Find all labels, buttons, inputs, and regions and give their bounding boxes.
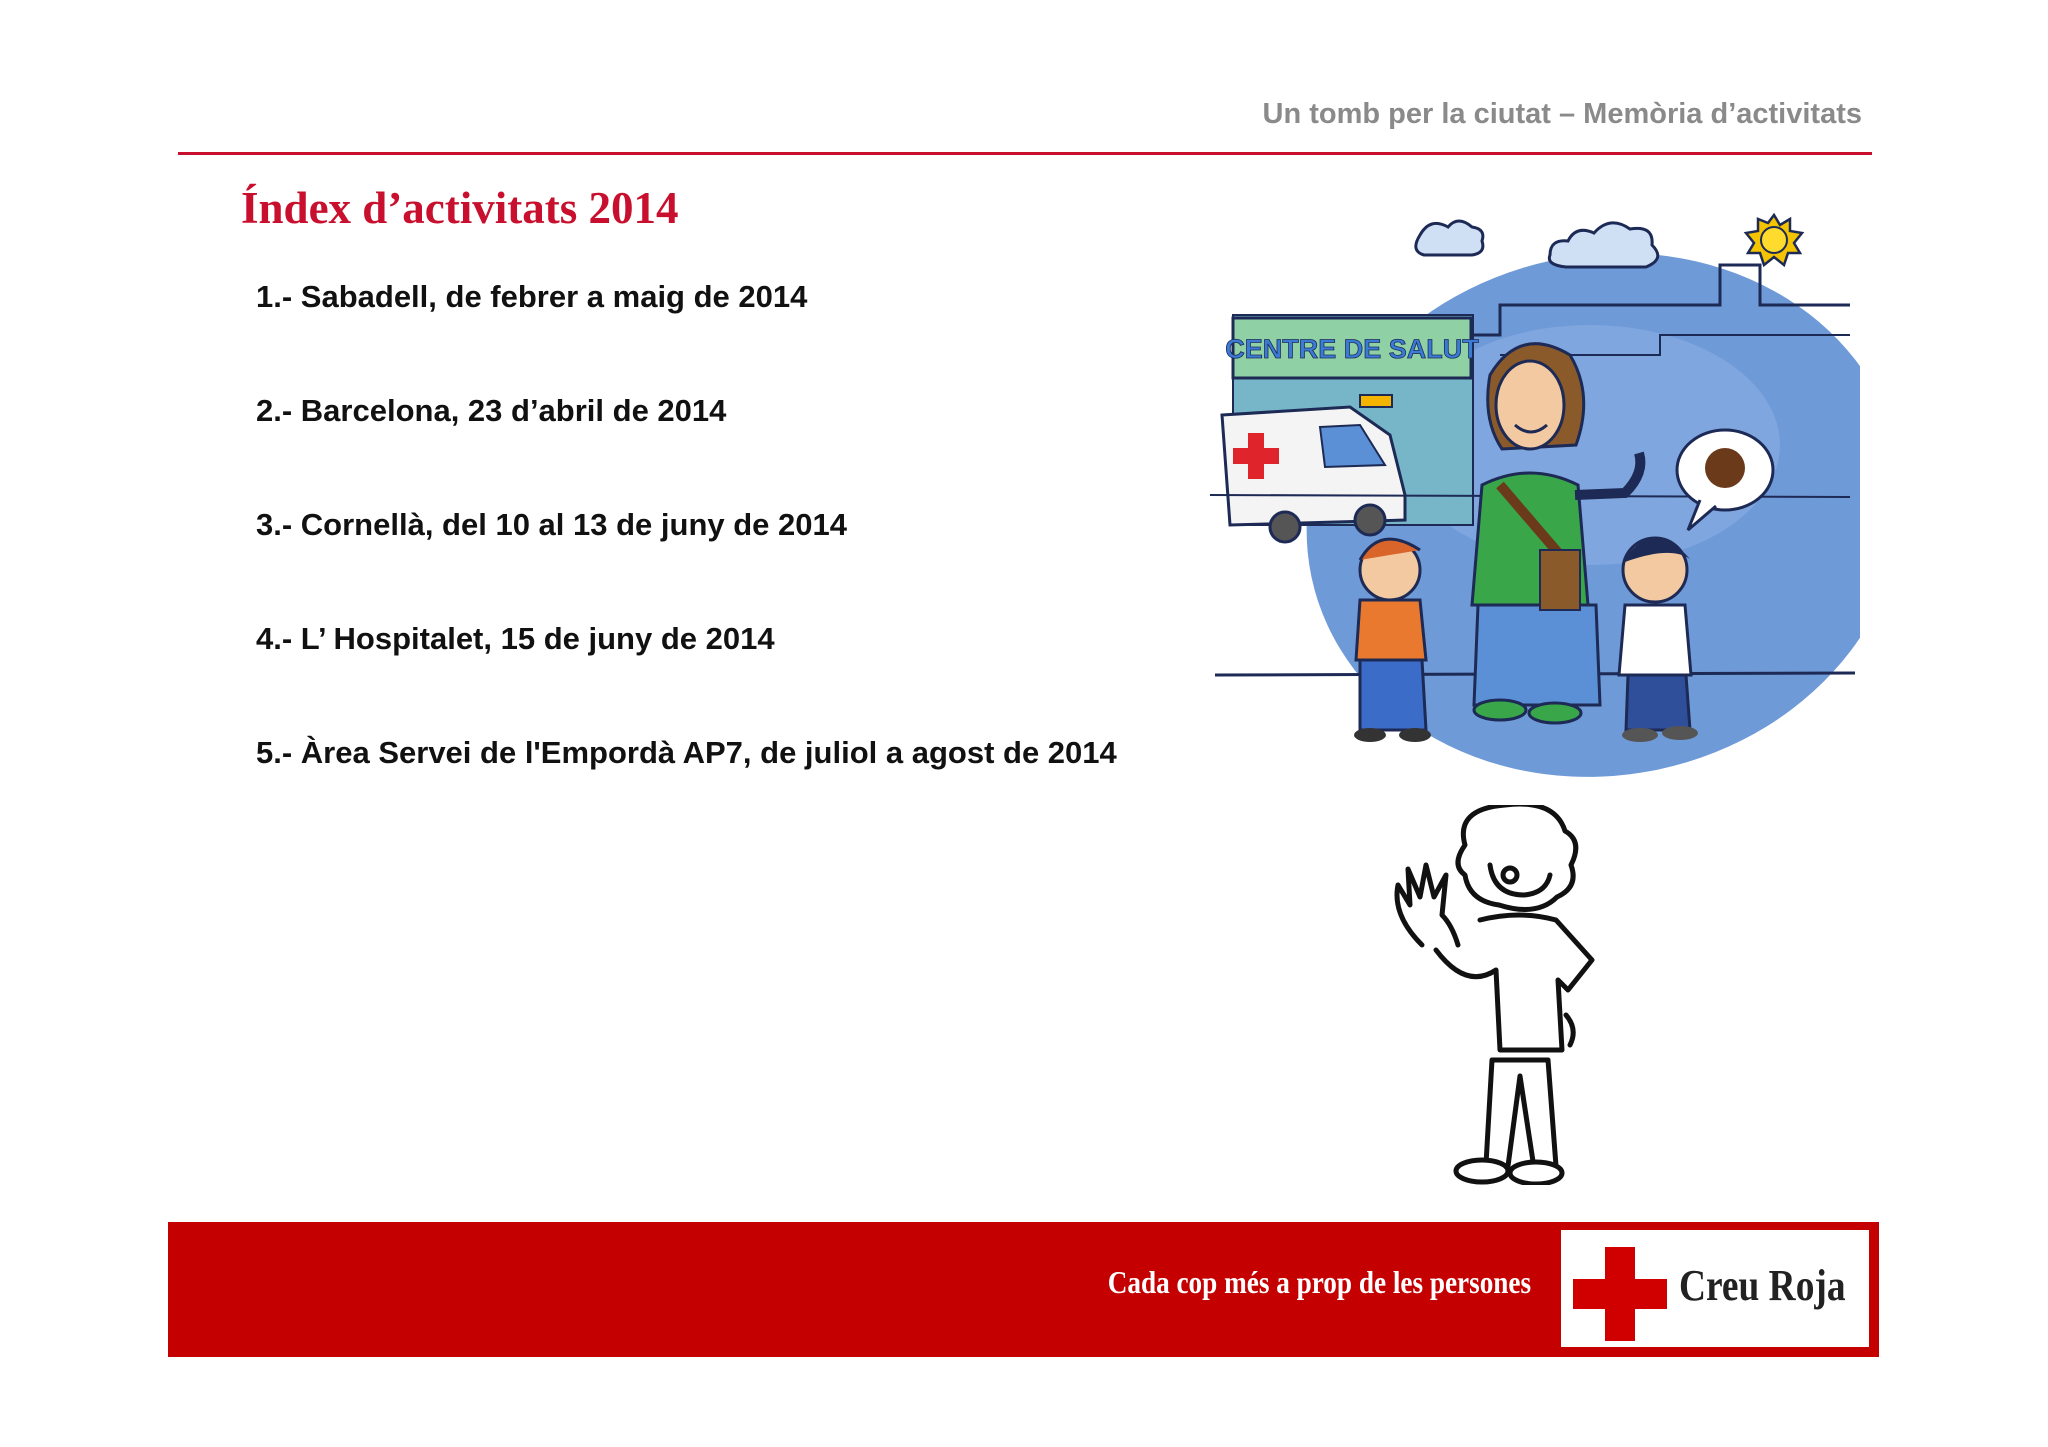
activity-item-5: 5.- Àrea Servei de l'Empordà AP7, de juliol a agost de 2014 bbox=[256, 735, 1117, 770]
footer-banner bbox=[168, 1222, 1879, 1357]
cloud-icon bbox=[1416, 221, 1483, 255]
activity-item-4: 4.- L’ Hospitalet, 15 de juny de 2014 bbox=[256, 621, 775, 656]
child-character bbox=[1354, 539, 1431, 742]
footer-slogan: Cada cop més a prop de les persones bbox=[1107, 1264, 1531, 1300]
health-center-sign-text: CENTRE DE SALUT bbox=[1225, 334, 1479, 364]
cloud-icon bbox=[1549, 223, 1657, 267]
header-divider bbox=[178, 152, 1872, 155]
document-header-title: Un tomb per la ciutat – Memòria d’activitats bbox=[1262, 98, 1862, 130]
creu-roja-logo bbox=[1559, 1228, 1871, 1349]
activity-item-2: 2.- Barcelona, 23 d’abril de 2014 bbox=[256, 393, 727, 428]
waving-character-illustration bbox=[1370, 805, 1630, 1185]
child-character bbox=[1619, 538, 1698, 742]
sun-icon bbox=[1746, 215, 1802, 265]
logo-text: Creu Roja bbox=[1679, 1261, 1846, 1310]
red-cross-icon bbox=[1573, 1247, 1667, 1341]
health-center-illustration bbox=[1200, 195, 1860, 785]
page-title: Índex d’activitats 2014 bbox=[241, 183, 679, 233]
activity-item-3: 3.- Cornellà, del 10 al 13 de juny de 2014 bbox=[256, 507, 847, 542]
activity-item-1: 1.- Sabadell, de febrer a maig de 2014 bbox=[256, 279, 808, 314]
